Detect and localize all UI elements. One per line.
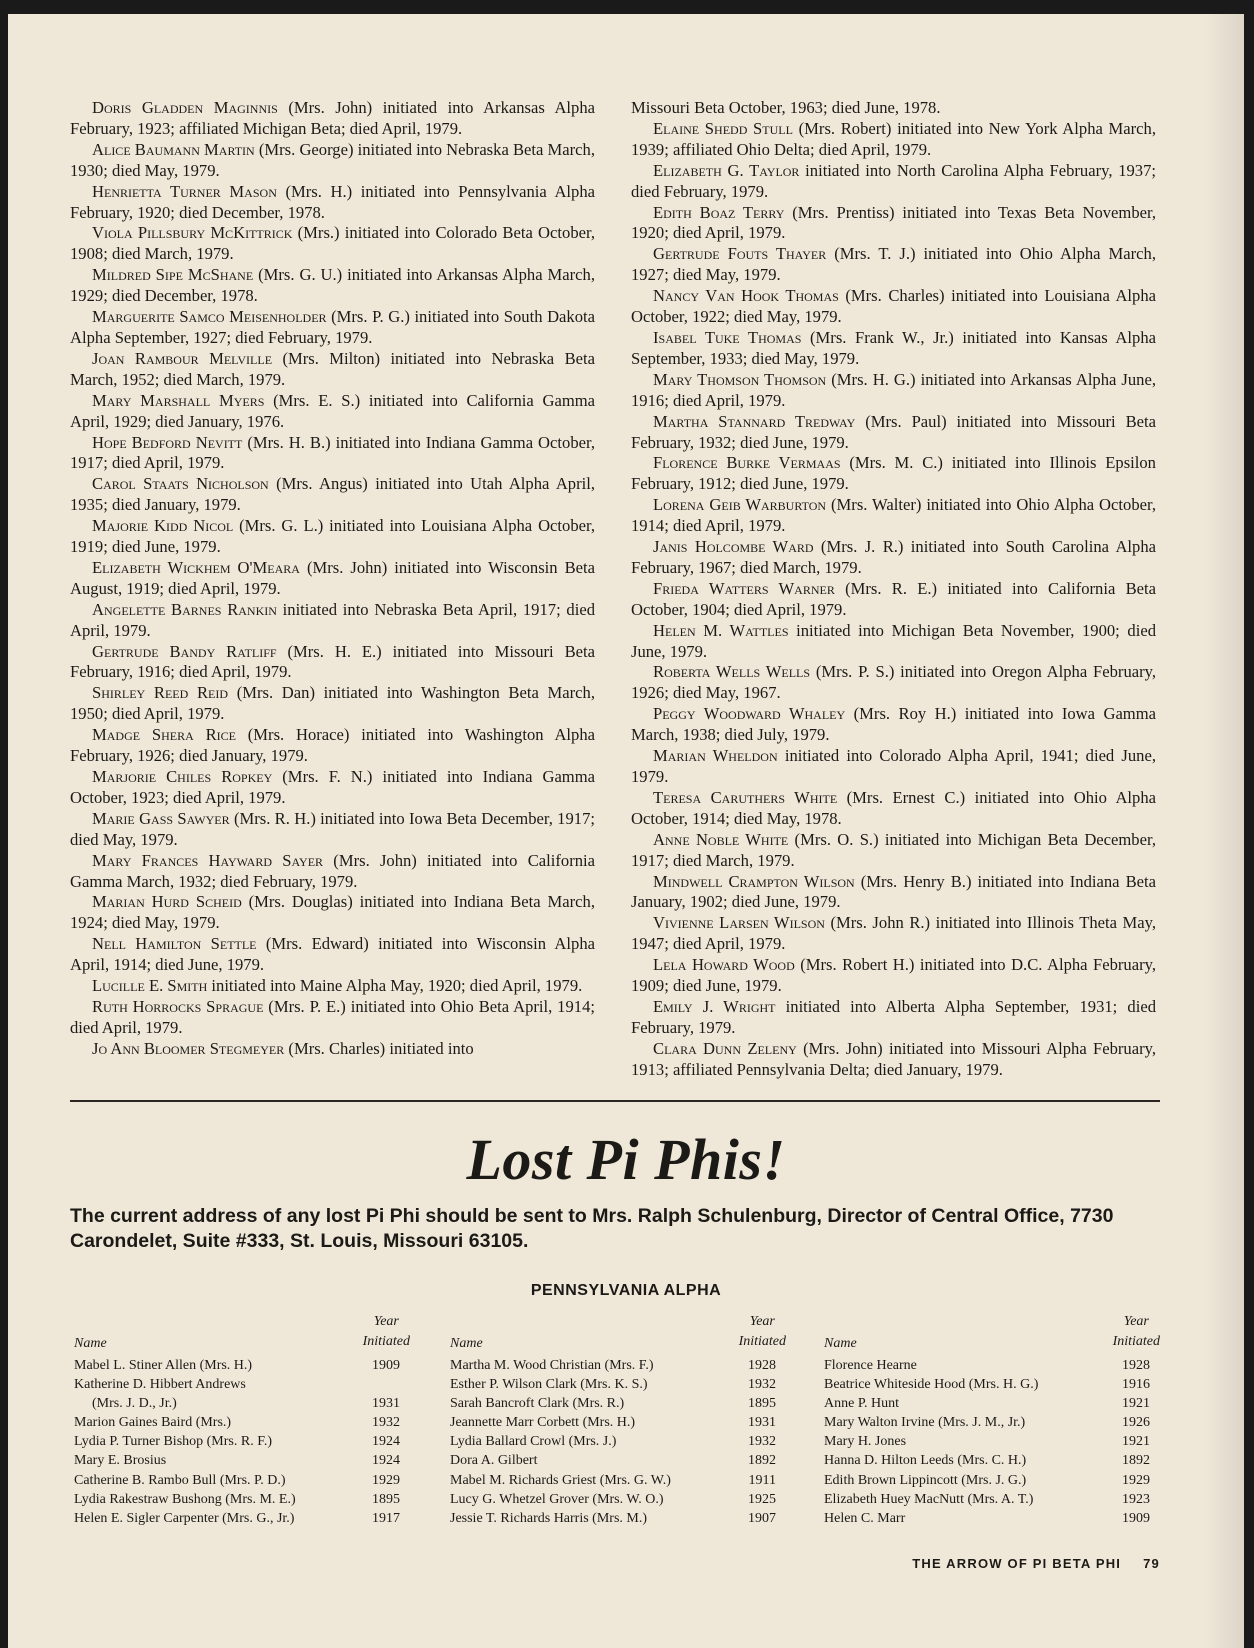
obituary-entry xyxy=(70,851,595,893)
table-row xyxy=(820,1356,1160,1375)
member-name: Helen M. Wattles xyxy=(653,620,789,640)
member-name: Florence Burke Vermaas xyxy=(653,453,841,473)
row-year: 1928 xyxy=(748,1358,776,1373)
entry-text: (Mrs. M. C.) initiated into Illinois Epsilon February, 1912; died June, 1979. xyxy=(631,453,1156,494)
row-year: 1916 xyxy=(1122,1377,1150,1393)
entry-text: (Mrs. Angus) initiated into Utah Alpha April, 1935; died January, 1979. xyxy=(70,474,595,515)
member-name: Shirley Reed Reid xyxy=(92,683,229,703)
obituary-entry xyxy=(70,892,595,934)
row-year: 1924 xyxy=(372,1453,400,1469)
entry-text: (Mrs. John) initiated into Arkansas Alpha February, 1923; affiliated Michigan Beta; died April, 1979. xyxy=(70,98,596,138)
row-name: Dora A. Gilbert xyxy=(450,1453,538,1469)
member-name: Alice Baumann Martin xyxy=(92,139,255,159)
entry-text: (Mrs. Horace) initiated into Washington Alpha February, 1926; died January, 1979. xyxy=(70,725,595,766)
member-name: Joan Rambour Melville xyxy=(92,348,273,368)
entry-text: (Mrs. Roy H.) initiated into Iowa Gamma March, 1938; died July, 1979. xyxy=(631,704,1156,745)
member-name: Elizabeth Wickhem O'Meara xyxy=(92,557,300,577)
table-row xyxy=(446,1451,786,1470)
member-name: Hope Bedford Nevitt xyxy=(92,432,243,452)
obituary-entry xyxy=(631,537,1156,579)
row-year: 1895 xyxy=(748,1396,776,1412)
header-name: Name xyxy=(74,1336,107,1351)
entry-text: (Mrs. Robert) initiated into New York Alpha March, 1939; affiliated Ohio Delta; died April, 1979. xyxy=(631,118,1156,159)
row-year: 1929 xyxy=(1122,1472,1150,1488)
table-row xyxy=(70,1490,410,1509)
table-row xyxy=(820,1471,1160,1490)
obituary-entry xyxy=(631,830,1156,872)
row-name: Lucy G. Whetzel Grover (Mrs. W. O.) xyxy=(450,1491,664,1507)
row-name: Helen C. Marr xyxy=(824,1510,906,1526)
obituary-entry xyxy=(631,203,1156,245)
entry-text: (Mrs. P. S.) initiated into Oregon Alpha February, 1926; died May, 1967. xyxy=(631,662,1156,703)
obituary-column-right xyxy=(631,98,1156,1081)
member-name: Edith Boaz Terry xyxy=(653,202,785,222)
obituary-entry xyxy=(631,453,1156,495)
entry-text: (Mrs. T. J.) initiated into Ohio Alpha March, 1927; died May, 1979. xyxy=(631,244,1156,285)
entry-text: (Mrs. Douglas) initiated into Indiana Beta March, 1924; died May, 1979. xyxy=(70,892,595,933)
entry-text: (Mrs. John R.) initiated into Illinois Theta May, 1947; died April, 1979. xyxy=(631,913,1157,954)
obituary-entry xyxy=(631,913,1156,955)
obituary-entry xyxy=(70,809,595,851)
row-year: 1932 xyxy=(748,1434,776,1450)
obituary-entry xyxy=(631,997,1156,1039)
entry-text: (Mrs. Prentiss) initiated into Texas Beta November, 1920; died April, 1979. xyxy=(631,202,1156,243)
member-name: Martha Stannard Tredway xyxy=(653,411,856,431)
document-page xyxy=(8,14,1244,1648)
table-row xyxy=(70,1375,410,1394)
row-name: Florence Hearne xyxy=(824,1358,917,1373)
row-name: Catherine B. Rambo Bull (Mrs. P. D.) xyxy=(74,1472,286,1488)
member-name: Nell Hamilton Settle xyxy=(92,934,257,954)
entry-text: (Mrs. H. E.) initiated into Missouri Beta February, 1916; died April, 1979. xyxy=(70,641,595,682)
table-header xyxy=(70,1308,410,1356)
obituary-entry xyxy=(70,725,595,767)
table-row xyxy=(70,1471,410,1490)
header-year-line1: Year xyxy=(373,1314,399,1329)
table-row xyxy=(70,1413,410,1432)
member-name: Frieda Watters Warner xyxy=(653,578,835,598)
table-row xyxy=(446,1356,786,1375)
obituary-entry xyxy=(70,934,595,976)
member-name: Elizabeth G. Taylor xyxy=(653,160,800,180)
row-year: 1907 xyxy=(748,1510,776,1526)
row-name: Mabel L. Stiner Allen (Mrs. H.) xyxy=(74,1358,253,1373)
entry-text: (Mrs. John) initiated into Wisconsin Beta August, 1919; died April, 1979. xyxy=(70,557,595,598)
obituary-entry xyxy=(70,642,595,684)
row-name: Lydia Ballard Crowl (Mrs. J.) xyxy=(450,1434,617,1450)
obituary-entry xyxy=(70,976,595,997)
table-row xyxy=(446,1490,786,1509)
member-name: Mary Marshall Myers xyxy=(92,390,265,410)
table-header xyxy=(446,1308,786,1356)
entry-text: (Mrs. H. B.) initiated into Indiana Gamma October, 1917; died April, 1979. xyxy=(70,432,595,473)
continuation-text: Missouri Beta October, 1963; died June, 1978. xyxy=(631,98,941,117)
member-name: Marguerite Samco Meisenholder xyxy=(92,307,327,327)
entry-text: (Mrs. P. G.) initiated into South Dakota Alpha September, 1927; died February, 1979. xyxy=(70,307,595,347)
member-name: Henrietta Turner Mason xyxy=(92,181,277,201)
table-row xyxy=(820,1394,1160,1413)
row-name: Edith Brown Lippincott (Mrs. J. G.) xyxy=(824,1472,1027,1488)
row-year: 1895 xyxy=(372,1491,400,1507)
obituary-entry xyxy=(70,265,595,307)
entry-text: initiated into Maine Alpha May, 1920; died April, 1979. xyxy=(207,976,583,996)
member-name: Gertrude Bandy Ratliff xyxy=(92,641,277,661)
obituary-entry xyxy=(631,286,1156,328)
member-name: Emily J. Wright xyxy=(653,996,776,1016)
row-name: Mary Walton Irvine (Mrs. J. M., Jr.) xyxy=(824,1415,1026,1431)
table-row xyxy=(820,1490,1160,1509)
row-year: 1926 xyxy=(1122,1415,1150,1431)
entry-text: initiated into Colorado Alpha April, 1941; died June, 1979. xyxy=(631,746,1156,786)
table-row xyxy=(820,1413,1160,1432)
obituary-entry xyxy=(70,997,595,1039)
lost-notice: The current address of any lost Pi Phi should be sent to Mrs. Ralph Schulenburg, Director of Central Office, 7730 Carondelet, Suite #333, St. Louis, Missouri 63105. xyxy=(70,1205,1114,1252)
table-row xyxy=(70,1432,410,1451)
table-row xyxy=(70,1356,410,1375)
entry-text: (Mrs. Frank W., Jr.) initiated into Kansas Alpha September, 1933; died May, 1979. xyxy=(631,327,1156,368)
row-name: Lydia Rakestraw Bushong (Mrs. M. E.) xyxy=(74,1491,296,1507)
table-row xyxy=(70,1451,410,1470)
row-name: Esther P. Wilson Clark (Mrs. K. S.) xyxy=(450,1377,648,1393)
obituary-entry xyxy=(70,558,595,600)
member-name: Jo Ann Bloomer Stegmeyer xyxy=(92,1038,285,1058)
row-name: Beatrice Whiteside Hood (Mrs. H. G.) xyxy=(824,1377,1039,1393)
obituary-entry xyxy=(70,474,595,516)
entry-text: (Mrs. P. E.) initiated into Ohio Beta April, 1914; died April, 1979. xyxy=(70,996,595,1037)
obituary-entry xyxy=(70,349,595,391)
row-name: Helen E. Sigler Carpenter (Mrs. G., Jr.) xyxy=(74,1510,295,1526)
entry-text: (Mrs. Henry B.) initiated into Indiana Beta January, 1902; died June, 1979. xyxy=(631,871,1156,912)
row-year: 1909 xyxy=(372,1358,400,1373)
obituary-entry xyxy=(631,955,1156,997)
row-year: 1932 xyxy=(372,1415,400,1431)
row-name: Hanna D. Hilton Leeds (Mrs. C. H.) xyxy=(824,1453,1027,1469)
obituary-column-left xyxy=(70,98,595,1060)
row-name: (Mrs. J. D., Jr.) xyxy=(92,1396,177,1412)
member-name: Lela Howard Wood xyxy=(653,955,795,975)
obituary-entry xyxy=(631,495,1156,537)
member-name: Isabel Tuke Thomas xyxy=(653,327,802,347)
entry-text: (Mrs. Paul) initiated into Missouri Beta February, 1932; died June, 1979. xyxy=(631,411,1156,452)
entry-text: (Mrs. G. L.) initiated into Louisiana Alpha October, 1919; died June, 1979. xyxy=(70,516,595,557)
table-header xyxy=(820,1308,1160,1356)
table-row xyxy=(446,1375,786,1394)
header-year xyxy=(363,1312,410,1352)
table-row xyxy=(446,1432,786,1451)
row-year: 1923 xyxy=(1122,1491,1150,1507)
row-year: 1921 xyxy=(1122,1396,1150,1412)
table-row xyxy=(70,1394,410,1413)
member-name: Doris Gladden Maginnis xyxy=(92,98,278,117)
row-year: 1911 xyxy=(748,1472,776,1488)
row-year: 1928 xyxy=(1122,1358,1150,1373)
member-name: Mildred Sipe McShane xyxy=(92,265,254,285)
obituary-entry xyxy=(631,328,1156,370)
row-name: Sarah Bancroft Clark (Mrs. R.) xyxy=(450,1396,625,1412)
member-name: Marie Gass Sawyer xyxy=(92,808,230,828)
member-name: Marjorie Chiles Ropkey xyxy=(92,767,273,786)
member-name: Nancy Van Hook Thomas xyxy=(653,286,839,306)
member-name: Gertrude Fouts Thayer xyxy=(653,244,827,264)
member-name: Vivienne Larsen Wilson xyxy=(653,913,825,933)
obituary-entry xyxy=(631,161,1156,203)
member-name: Carol Staats Nicholson xyxy=(92,474,269,494)
member-name: Elaine Shedd Stull xyxy=(653,118,793,138)
obituary-entry xyxy=(70,767,595,809)
row-name: Marion Gaines Baird (Mrs.) xyxy=(74,1415,232,1431)
page-number: 79 xyxy=(1143,1556,1160,1571)
member-name: Peggy Woodward Whaley xyxy=(653,704,846,724)
member-name: Majorie Kidd Nicol xyxy=(92,516,234,536)
header-year-line1: Year xyxy=(749,1314,775,1329)
row-name: Mary H. Jones xyxy=(824,1434,907,1450)
row-year: 1909 xyxy=(1122,1510,1150,1526)
entry-text: (Mrs. Charles) initiated into Louisiana Alpha October, 1922; died May, 1979. xyxy=(631,286,1156,327)
header-year xyxy=(1113,1312,1160,1352)
entry-text: (Mrs. John) initiated into California Gamma March, 1932; died February, 1979. xyxy=(70,850,595,891)
member-name: Marian Hurd Scheid xyxy=(92,892,242,912)
obituary-entry xyxy=(631,1039,1156,1081)
table-row xyxy=(820,1509,1160,1528)
obituary-entry xyxy=(70,600,595,642)
table-row xyxy=(446,1394,786,1413)
entry-text: (Mrs. John) initiated into Missouri Alpha February, 1913; affiliated Pennsylvania Delta; died January, 1979. xyxy=(631,1038,1156,1079)
row-year: 1932 xyxy=(748,1377,776,1393)
obituary-entry xyxy=(631,119,1156,161)
lost-heading: Lost Pi Phis! xyxy=(466,1127,786,1192)
member-name: Clara Dunn Zeleny xyxy=(653,1038,797,1058)
obituary-entry xyxy=(70,1039,595,1060)
row-year: 1925 xyxy=(748,1491,776,1507)
entry-text: (Mrs. H. G.) initiated into Arkansas Alpha June, 1916; died April, 1979. xyxy=(631,369,1156,410)
entry-text: (Mrs. E. S.) initiated into California Gamma April, 1929; died January, 1976. xyxy=(70,390,595,431)
member-name: Mindwell Crampton Wilson xyxy=(653,871,855,891)
row-year: 1892 xyxy=(1122,1453,1150,1469)
lost-table-column-3 xyxy=(820,1308,1160,1528)
table-row xyxy=(446,1471,786,1490)
obituary-entry xyxy=(631,412,1156,454)
entry-text: (Mrs. J. R.) initiated into South Carolina Alpha February, 1967; died March, 1979. xyxy=(631,537,1156,577)
entry-text: (Mrs. Robert H.) initiated into D.C. Alpha February, 1909; died June, 1979. xyxy=(631,955,1156,996)
lost-table-column-2 xyxy=(446,1308,786,1528)
section-divider xyxy=(70,1100,1160,1102)
member-name: Roberta Wells Wells xyxy=(653,662,811,682)
entry-text: (Mrs. F. N.) initiated into Indiana Gamma October, 1923; died April, 1979. xyxy=(70,767,595,807)
table-row xyxy=(820,1451,1160,1470)
obituary-entry xyxy=(631,244,1156,286)
member-name: Lorena Geib Warburton xyxy=(653,495,827,515)
entry-text: initiated into Michigan Beta November, 1900; died June, 1979. xyxy=(631,620,1156,661)
header-year-line2: Initiated xyxy=(738,1334,786,1349)
row-name: Anne P. Hunt xyxy=(824,1396,900,1412)
header-year-line1: Year xyxy=(1123,1314,1149,1329)
row-name: Mary E. Brosius xyxy=(74,1453,167,1469)
entry-text: (Mrs. Walter) initiated into Ohio Alpha October, 1914; died April, 1979. xyxy=(631,495,1156,536)
entry-text: initiated into Nebraska Beta April, 1917; died April, 1979. xyxy=(70,599,595,640)
footer-title: THE ARROW OF PI BETA PHI xyxy=(912,1556,1122,1571)
entry-text: (Mrs. George) initiated into Nebraska Beta March, 1930; died May, 1979. xyxy=(70,139,595,180)
row-year: 1924 xyxy=(372,1434,400,1450)
member-name: Madge Shera Rice xyxy=(92,725,236,745)
row-name: Katherine D. Hibbert Andrews xyxy=(74,1377,246,1393)
row-year: 1929 xyxy=(372,1472,400,1488)
page-footer xyxy=(838,1556,1160,1571)
row-name: Lydia P. Turner Bishop (Mrs. R. F.) xyxy=(74,1434,273,1450)
entry-text: (Mrs. R. H.) initiated into Iowa Beta December, 1917; died May, 1979. xyxy=(70,808,595,849)
table-row xyxy=(70,1509,410,1528)
entry-text: (Mrs. Edward) initiated into Wisconsin Alpha April, 1914; died June, 1979. xyxy=(70,934,595,975)
obituary-entry xyxy=(631,704,1156,746)
member-name: Mary Frances Hayward Sayer xyxy=(92,850,324,870)
table-row xyxy=(820,1375,1160,1394)
obituary-entry xyxy=(631,662,1156,704)
entry-text: (Mrs. Charles) initiated into xyxy=(284,1038,474,1058)
obituary-entry xyxy=(631,579,1156,621)
member-name: Anne Noble White xyxy=(653,829,789,849)
obituary-entry xyxy=(70,140,595,182)
obituary-entry xyxy=(631,621,1156,663)
entry-text: (Mrs. Ernest C.) initiated into Ohio Alpha October, 1914; died May, 1978. xyxy=(631,787,1156,828)
member-name: Teresa Caruthers White xyxy=(653,787,838,807)
row-name: Jessie T. Richards Harris (Mrs. M.) xyxy=(450,1510,648,1526)
table-row xyxy=(820,1432,1160,1451)
header-year-line2: Initiated xyxy=(362,1334,410,1349)
entry-text: (Mrs. R. E.) initiated into California Beta October, 1904; died April, 1979. xyxy=(631,578,1156,619)
entry-text: (Mrs.) initiated into Colorado Beta October, 1908; died March, 1979. xyxy=(70,223,595,264)
obituary-entry xyxy=(70,683,595,725)
entry-text: initiated into Alberta Alpha September, 1931; died February, 1979. xyxy=(631,996,1156,1037)
row-year: 1931 xyxy=(372,1396,400,1412)
header-name: Name xyxy=(824,1336,857,1351)
member-name: Lucille E. Smith xyxy=(92,976,208,996)
lost-table-column-1 xyxy=(70,1308,410,1528)
obituary-entry xyxy=(70,433,595,475)
entry-text: initiated into North Carolina Alpha February, 1937; died February, 1979. xyxy=(631,160,1156,201)
entry-text: (Mrs. O. S.) initiated into Michigan Beta December, 1917; died March, 1979. xyxy=(631,829,1156,870)
header-year xyxy=(739,1312,786,1352)
entry-text: (Mrs. G. U.) initiated into Arkansas Alpha March, 1929; died December, 1978. xyxy=(70,265,595,306)
member-name: Viola Pillsbury McKittrick xyxy=(92,223,293,243)
row-name: Elizabeth Huey MacNutt (Mrs. A. T.) xyxy=(824,1491,1034,1507)
obituary-entry xyxy=(70,223,595,265)
row-name: Jeannette Marr Corbett (Mrs. H.) xyxy=(450,1415,636,1431)
member-name: Janis Holcombe Ward xyxy=(653,537,814,557)
obituary-entry xyxy=(70,98,595,140)
member-name: Ruth Horrocks Sprague xyxy=(92,996,264,1016)
obituary-entry xyxy=(631,872,1156,914)
obituary-entry xyxy=(70,391,595,433)
obituary-entry xyxy=(631,788,1156,830)
member-name: Angelette Barnes Rankin xyxy=(92,599,277,619)
obituary-entry xyxy=(631,746,1156,788)
member-name: Marian Wheldon xyxy=(653,746,778,766)
row-year: 1892 xyxy=(748,1453,776,1469)
row-name: Martha M. Wood Christian (Mrs. F.) xyxy=(450,1358,654,1373)
entry-text: (Mrs. H.) initiated into Pennsylvania Alpha February, 1920; died December, 1978. xyxy=(70,181,595,222)
header-name: Name xyxy=(450,1336,483,1351)
row-name: Mabel M. Richards Griest (Mrs. G. W.) xyxy=(450,1472,671,1488)
member-name: Mary Thomson Thomson xyxy=(653,369,827,389)
chapter-subheading: PENNSYLVANIA ALPHA xyxy=(530,1282,722,1299)
obituary-entry xyxy=(70,516,595,558)
table-row xyxy=(446,1509,786,1528)
row-year: 1921 xyxy=(1122,1434,1150,1450)
row-year: 1917 xyxy=(372,1510,400,1526)
table-row xyxy=(446,1413,786,1432)
header-year-line2: Initiated xyxy=(1112,1334,1160,1349)
obituary-entry xyxy=(70,307,595,349)
obituary-entry xyxy=(631,370,1156,412)
entry-text: (Mrs. Dan) initiated into Washington Beta March, 1950; died April, 1979. xyxy=(70,683,595,724)
row-year: 1931 xyxy=(748,1415,776,1431)
obituary-entry xyxy=(70,182,595,224)
entry-text: (Mrs. Milton) initiated into Nebraska Beta March, 1952; died March, 1979. xyxy=(70,348,595,389)
